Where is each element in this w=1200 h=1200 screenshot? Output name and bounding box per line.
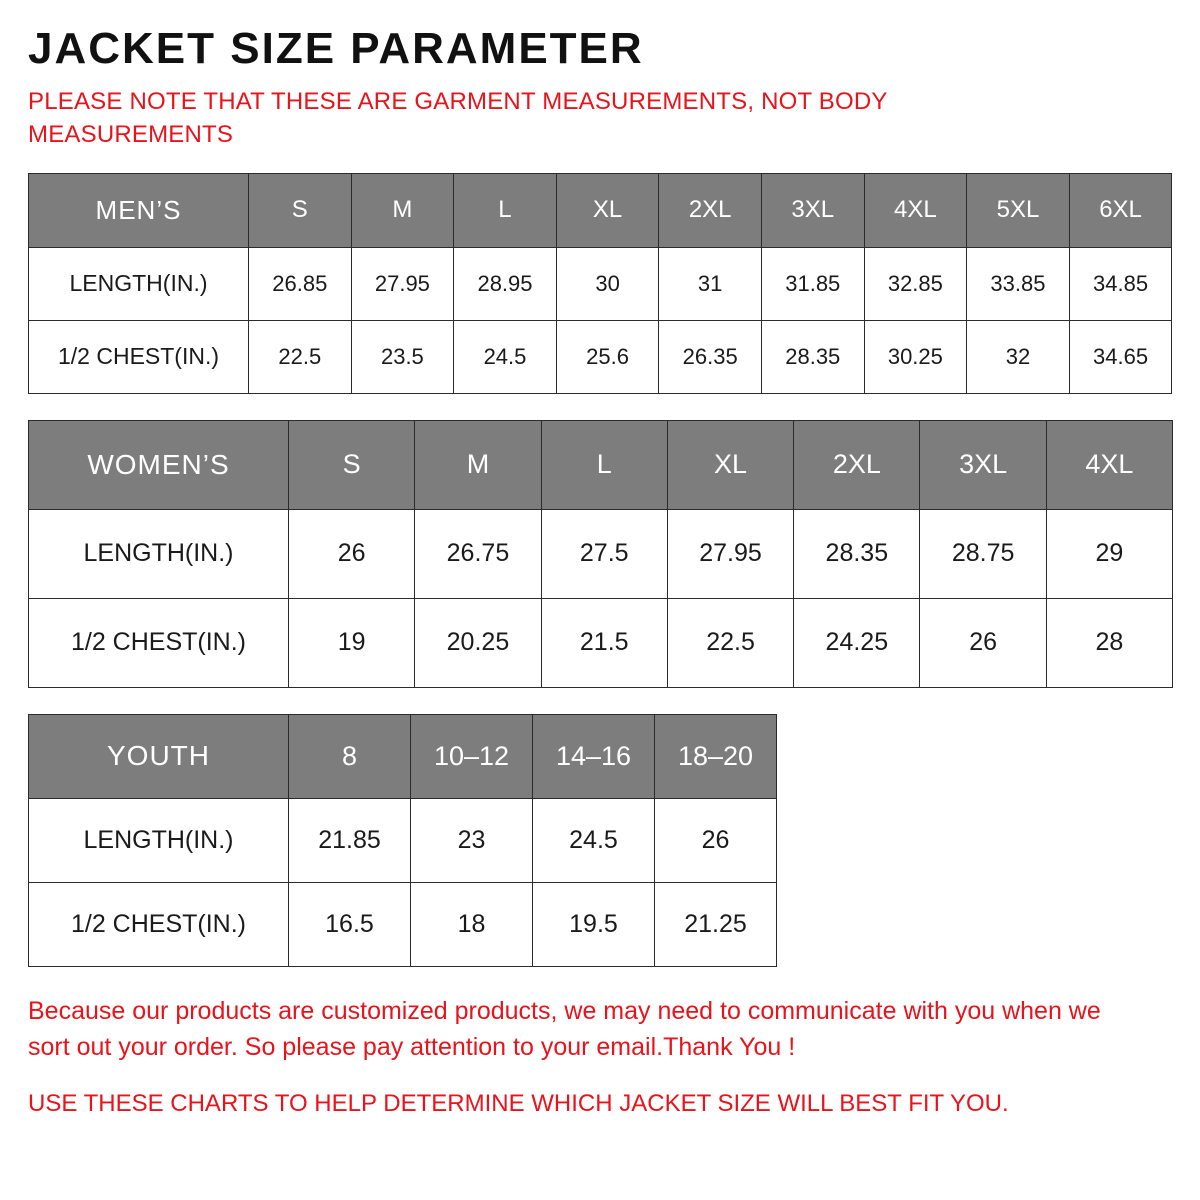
table-header-cell: M bbox=[415, 420, 541, 509]
table-cell: 26.85 bbox=[249, 247, 352, 320]
chart-usage-note: USE THESE CHARTS TO HELP DETERMINE WHICH JACKET SIZE WILL BEST FIT YOU. bbox=[28, 1090, 1009, 1118]
table-row bbox=[29, 509, 1173, 598]
table-cell: 32.85 bbox=[864, 247, 967, 320]
womens-size-table bbox=[28, 420, 1173, 688]
table-cell: 28.75 bbox=[920, 509, 1046, 598]
mens-size-table bbox=[28, 173, 1172, 394]
row-label: LENGTH(IN.) bbox=[29, 798, 289, 882]
table-row bbox=[29, 882, 777, 966]
row-label: 1/2 CHEST(IN.) bbox=[29, 598, 289, 687]
table-cell: 20.25 bbox=[415, 598, 541, 687]
table-cell: 33.85 bbox=[967, 247, 1070, 320]
table-cell: 32 bbox=[967, 320, 1070, 393]
table-header-cell: XL bbox=[556, 173, 659, 247]
table-cell: 30.25 bbox=[864, 320, 967, 393]
table-cell: 28.95 bbox=[454, 247, 557, 320]
table-header-cell: 4XL bbox=[1046, 420, 1172, 509]
table-header-cell: L bbox=[541, 420, 667, 509]
row-label: 1/2 CHEST(IN.) bbox=[29, 882, 289, 966]
table-header-cell: 4XL bbox=[864, 173, 967, 247]
table-cell: 29 bbox=[1046, 509, 1172, 598]
table-cell: 26 bbox=[920, 598, 1046, 687]
table-header-cell: 8 bbox=[289, 714, 411, 798]
table-cell: 26.75 bbox=[415, 509, 541, 598]
table-cell: 19 bbox=[289, 598, 415, 687]
table-header-row bbox=[29, 420, 1173, 509]
table-header-cell: S bbox=[289, 420, 415, 509]
table-row bbox=[29, 798, 777, 882]
table-header-cell: M bbox=[351, 173, 454, 247]
table-cell: 24.5 bbox=[533, 798, 655, 882]
customization-note: Because our products are customized products, we may need to communicate with you when we sort out your order. So please pay attention to your email.Thank You ! bbox=[28, 996, 1101, 1062]
table-header-cell: 2XL bbox=[659, 173, 762, 247]
table-cell: 23.5 bbox=[351, 320, 454, 393]
table-header-row bbox=[29, 173, 1172, 247]
table-cell: 26 bbox=[289, 509, 415, 598]
table-cell: 26.35 bbox=[659, 320, 762, 393]
table-cell: 28.35 bbox=[794, 509, 920, 598]
table-header-cell: 3XL bbox=[761, 173, 864, 247]
table-header-cell: 10–12 bbox=[411, 714, 533, 798]
table-header-cell: YOUTH bbox=[29, 714, 289, 798]
table-cell: 31 bbox=[659, 247, 762, 320]
table-cell: 26 bbox=[655, 798, 777, 882]
table-cell: 34.85 bbox=[1069, 247, 1172, 320]
table-cell: 31.85 bbox=[761, 247, 864, 320]
table-cell: 34.65 bbox=[1069, 320, 1172, 393]
row-label: LENGTH(IN.) bbox=[29, 509, 289, 598]
table-cell: 23 bbox=[411, 798, 533, 882]
table-cell: 30 bbox=[556, 247, 659, 320]
table-header-cell: 2XL bbox=[794, 420, 920, 509]
table-header-cell: 18–20 bbox=[655, 714, 777, 798]
table-cell: 22.5 bbox=[667, 598, 793, 687]
garment-measurement-note: PLEASE NOTE THAT THESE ARE GARMENT MEASUREMENTS, NOT BODY MEASUREMENTS bbox=[28, 88, 888, 148]
table-header-cell: L bbox=[454, 173, 557, 247]
table-cell: 27.95 bbox=[351, 247, 454, 320]
table-cell: 21.5 bbox=[541, 598, 667, 687]
table-header-cell: WOMEN’S bbox=[29, 420, 289, 509]
table-cell: 25.6 bbox=[556, 320, 659, 393]
table-row bbox=[29, 247, 1172, 320]
row-label: 1/2 CHEST(IN.) bbox=[29, 320, 249, 393]
table-header-row bbox=[29, 714, 777, 798]
table-cell: 28.35 bbox=[761, 320, 864, 393]
table-header-cell: MEN’S bbox=[29, 173, 249, 247]
page-title: JACKET SIZE PARAMETER bbox=[28, 24, 644, 73]
table-cell: 24.25 bbox=[794, 598, 920, 687]
table-cell: 21.85 bbox=[289, 798, 411, 882]
table-cell: 16.5 bbox=[289, 882, 411, 966]
youth-size-table bbox=[28, 714, 777, 967]
table-header-cell: 3XL bbox=[920, 420, 1046, 509]
table-cell: 24.5 bbox=[454, 320, 557, 393]
table-row bbox=[29, 598, 1173, 687]
table-header-cell: XL bbox=[667, 420, 793, 509]
table-cell: 22.5 bbox=[249, 320, 352, 393]
table-cell: 28 bbox=[1046, 598, 1172, 687]
table-cell: 27.5 bbox=[541, 509, 667, 598]
table-cell: 27.95 bbox=[667, 509, 793, 598]
table-header-cell: 6XL bbox=[1069, 173, 1172, 247]
table-cell: 18 bbox=[411, 882, 533, 966]
table-header-cell: S bbox=[249, 173, 352, 247]
table-row bbox=[29, 320, 1172, 393]
table-header-cell: 14–16 bbox=[533, 714, 655, 798]
table-cell: 19.5 bbox=[533, 882, 655, 966]
table-header-cell: 5XL bbox=[967, 173, 1070, 247]
row-label: LENGTH(IN.) bbox=[29, 247, 249, 320]
table-cell: 21.25 bbox=[655, 882, 777, 966]
